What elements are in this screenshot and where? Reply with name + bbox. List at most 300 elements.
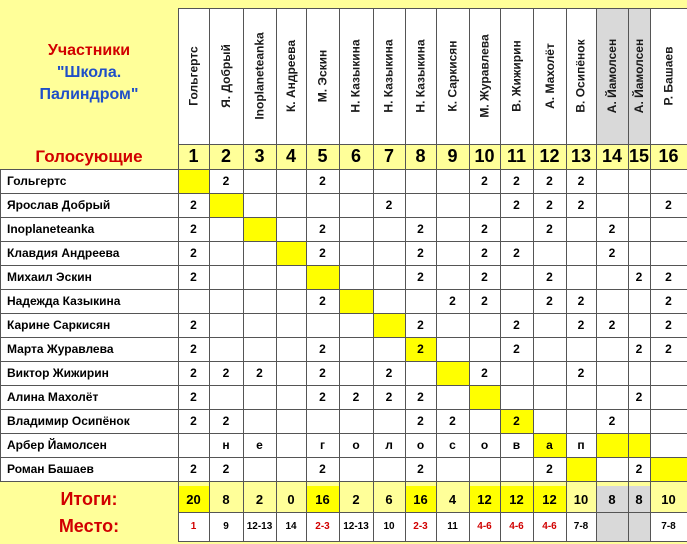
vote-cell	[373, 289, 405, 313]
vote-cell: 2	[405, 217, 436, 241]
place-cell: 11	[436, 512, 469, 541]
vote-cell	[405, 289, 436, 313]
vote-cell	[596, 337, 628, 361]
grid-line-vertical	[373, 8, 374, 541]
vote-cell	[178, 289, 209, 313]
vote-cell	[436, 217, 469, 241]
vote-cell: 2	[405, 337, 436, 361]
grid-line-horizontal	[178, 433, 687, 434]
vote-cell	[306, 193, 339, 217]
vote-cell: 2	[650, 313, 687, 337]
column-header-3	[243, 8, 276, 144]
column-number: 3	[254, 146, 265, 166]
vote-cell: 2	[178, 193, 209, 217]
vote-cell: н	[209, 433, 243, 457]
vote-cell: 2	[628, 385, 650, 409]
vote-cell: е	[243, 433, 276, 457]
column-number: 13	[570, 146, 592, 166]
column-header-name: К. Андреева	[284, 39, 298, 113]
vote-cell: 2	[405, 313, 436, 337]
vote-cell: 2	[500, 241, 533, 265]
grid-line-horizontal	[178, 481, 687, 482]
place-cell: 7-8	[650, 512, 687, 541]
vote-cell: 2	[405, 385, 436, 409]
vote-cell: 2	[533, 193, 566, 217]
grid-line-vertical	[276, 8, 277, 541]
column-number: 6	[350, 146, 361, 166]
vote-cell: 2	[533, 265, 566, 289]
vote-cell: 2	[469, 289, 500, 313]
vote-cell: 2	[178, 409, 209, 433]
column-header-name: Гольгертс	[186, 46, 201, 106]
vote-cell: 2	[596, 313, 628, 337]
vote-cell: 2	[533, 457, 566, 481]
column-number: 8	[415, 146, 426, 166]
column-header-name: Н. Казыкина	[349, 39, 363, 113]
vote-cell	[650, 241, 687, 265]
vote-cell: 2	[500, 409, 533, 433]
vote-cell: 2	[373, 193, 405, 217]
total-cell: 12	[500, 486, 533, 512]
column-header-7	[373, 8, 405, 144]
vote-cell	[209, 193, 243, 217]
vote-cell: 2	[566, 361, 596, 385]
vote-cell	[339, 265, 373, 289]
vote-cell: 2	[628, 265, 650, 289]
vote-cell	[405, 193, 436, 217]
column-header-name: А. Йамолсен	[632, 38, 647, 114]
voter-name: Роман Башаев	[0, 457, 178, 481]
grid-line-horizontal	[0, 193, 178, 194]
vote-cell	[533, 313, 566, 337]
vote-cell	[469, 337, 500, 361]
vote-cell: а	[533, 433, 566, 457]
vote-cell	[596, 433, 628, 457]
column-header-1	[178, 8, 209, 144]
vote-cell	[339, 361, 373, 385]
grid-line-vertical	[436, 8, 437, 541]
vote-cell	[650, 217, 687, 241]
grid-line-horizontal	[178, 8, 687, 9]
grid-line-horizontal	[0, 265, 178, 266]
grid-line-horizontal	[0, 457, 178, 458]
vote-cell	[276, 217, 306, 241]
vote-cell	[209, 241, 243, 265]
vote-cell	[650, 361, 687, 385]
vote-cell: 2	[500, 193, 533, 217]
column-header-4	[276, 8, 306, 144]
grid-line-vertical	[566, 8, 567, 541]
vote-cell: 2	[596, 217, 628, 241]
voter-name: Марта Журавлева	[0, 337, 178, 361]
vote-cell: 2	[500, 313, 533, 337]
grid-line-vertical	[243, 8, 244, 541]
vote-cell: 2	[469, 169, 500, 193]
vote-cell	[500, 457, 533, 481]
vote-cell	[566, 457, 596, 481]
grid-line-vertical	[596, 8, 597, 541]
vote-cell: 2	[306, 217, 339, 241]
total-cell: 12	[469, 486, 500, 512]
vote-cell	[628, 169, 650, 193]
grid-line-vertical	[469, 8, 470, 541]
grid-line-horizontal	[178, 265, 687, 266]
grid-line-horizontal	[0, 433, 178, 434]
vote-cell	[243, 193, 276, 217]
vote-cell	[405, 361, 436, 385]
column-header-name: Р. Башаев	[661, 46, 676, 106]
column-header-6	[339, 8, 373, 144]
vote-cell: 2	[209, 361, 243, 385]
grid-line-horizontal	[0, 409, 178, 410]
place-cell: 9	[209, 512, 243, 541]
vote-cell: п	[566, 433, 596, 457]
grid-line-horizontal	[0, 481, 178, 482]
grid-line-vertical	[533, 8, 534, 541]
vote-cell	[209, 337, 243, 361]
grid-line-horizontal	[0, 169, 178, 170]
vote-cell: 2	[650, 193, 687, 217]
voter-name: Гольгертс	[0, 169, 178, 193]
place-cell: 10	[373, 512, 405, 541]
place-cell: 12-13	[243, 512, 276, 541]
vote-cell	[436, 457, 469, 481]
grid-line-horizontal	[178, 512, 687, 513]
total-cell: 8	[222, 491, 230, 507]
vote-cell	[628, 361, 650, 385]
vote-cell: 2	[566, 169, 596, 193]
vote-cell: о	[405, 433, 436, 457]
vote-cell	[373, 337, 405, 361]
place-cell: 1	[178, 512, 209, 541]
total-cell: 2	[352, 491, 360, 507]
voter-name: Клавдия Андреева	[0, 241, 178, 265]
vote-cell	[650, 457, 687, 481]
column-number: 16	[658, 146, 679, 166]
grid-line-horizontal	[178, 457, 687, 458]
vote-cell	[276, 193, 306, 217]
vote-cell	[533, 337, 566, 361]
vote-cell	[500, 265, 533, 289]
vote-cell	[436, 385, 469, 409]
grid-line-vertical	[209, 8, 210, 541]
column-header-8	[405, 8, 436, 144]
grid-line-horizontal	[178, 409, 687, 410]
total-cell: 10	[573, 491, 589, 507]
vote-cell	[276, 337, 306, 361]
title-line-2: "Школа.	[56, 64, 122, 81]
grid-line-horizontal	[178, 313, 687, 314]
vote-cell	[469, 409, 500, 433]
column-number: 14	[601, 146, 623, 166]
total-cell: 6	[385, 491, 393, 507]
total-cell: 0	[287, 491, 295, 507]
column-header-name: Н. Казыкина	[382, 39, 396, 113]
grid-line-horizontal	[0, 337, 178, 338]
vote-cell	[628, 313, 650, 337]
vote-cell	[243, 457, 276, 481]
vote-cell: 2	[178, 361, 209, 385]
vote-cell: 2	[533, 169, 566, 193]
vote-cell	[533, 241, 566, 265]
grid-line-vertical	[339, 8, 340, 541]
vote-cell	[436, 193, 469, 217]
vote-cell	[339, 193, 373, 217]
vote-cell: 2	[628, 337, 650, 361]
vote-cell: 2	[243, 361, 276, 385]
vote-cell	[243, 289, 276, 313]
place-cell: 4-6	[500, 512, 533, 541]
vote-cell: 2	[306, 337, 339, 361]
vote-cell	[243, 241, 276, 265]
vote-cell: 2	[469, 241, 500, 265]
grid-line-horizontal	[0, 385, 178, 386]
vote-cell	[339, 409, 373, 433]
vote-cell	[596, 193, 628, 217]
place-cell: 2-3	[306, 512, 339, 541]
vote-cell: о	[339, 433, 373, 457]
vote-cell: 2	[306, 289, 339, 313]
grid-line-horizontal	[178, 241, 687, 242]
grid-line-horizontal	[178, 144, 687, 145]
voter-name: Виктор Жижирин	[0, 361, 178, 385]
vote-cell: 2	[566, 193, 596, 217]
column-header-name: Н. Казыкина	[413, 39, 428, 113]
vote-cell: 2	[566, 289, 596, 313]
vote-cell: 2	[178, 241, 209, 265]
vote-cell	[596, 385, 628, 409]
vote-cell: 2	[373, 385, 405, 409]
vote-cell	[405, 169, 436, 193]
column-header-12	[533, 8, 566, 144]
voter-name: Ярослав Добрый	[0, 193, 178, 217]
vote-cell	[276, 433, 306, 457]
voter-name: Арбер Йамолсен	[0, 433, 178, 457]
vote-cell	[628, 289, 650, 313]
vote-cell: 2	[306, 385, 339, 409]
grid-line-vertical	[500, 8, 501, 541]
vote-cell	[596, 361, 628, 385]
vote-cell	[500, 217, 533, 241]
place-cell: 4-6	[469, 512, 500, 541]
vote-cell	[566, 385, 596, 409]
grid-line-horizontal	[178, 289, 687, 290]
vote-cell	[276, 169, 306, 193]
column-number: 12	[539, 146, 560, 166]
vote-cell	[628, 409, 650, 433]
vote-cell	[243, 217, 276, 241]
vote-cell: 2	[500, 169, 533, 193]
vote-cell: 2	[209, 169, 243, 193]
vote-cell: 2	[650, 265, 687, 289]
grid-line-horizontal	[0, 313, 178, 314]
vote-cell	[276, 457, 306, 481]
vote-cell: 2	[373, 361, 405, 385]
column-number: 5	[317, 146, 328, 166]
vote-cell: 2	[209, 409, 243, 433]
grid-line-horizontal	[178, 361, 687, 362]
title-line-3: Палиндром"	[39, 86, 139, 103]
vote-cell: 2	[469, 361, 500, 385]
vote-cell: 2	[650, 337, 687, 361]
vote-cell	[178, 433, 209, 457]
vote-cell: 2	[405, 241, 436, 265]
vote-cell	[276, 385, 306, 409]
vote-cell	[243, 169, 276, 193]
column-header-name: М. Эскин	[315, 49, 330, 103]
grid-line-vertical	[405, 8, 406, 541]
column-header-5	[306, 8, 339, 144]
column-number: 1	[188, 146, 199, 166]
vote-cell: л	[373, 433, 405, 457]
vote-cell: 2	[533, 217, 566, 241]
place-cell: 7-8	[566, 512, 596, 541]
vote-cell	[306, 409, 339, 433]
vote-cell: 2	[405, 265, 436, 289]
table-title	[0, 8, 178, 138]
column-header-14	[596, 8, 628, 144]
total-cell: 16	[306, 486, 339, 512]
vote-cell	[650, 433, 687, 457]
vote-cell	[436, 337, 469, 361]
vote-cell	[339, 313, 373, 337]
vote-cell	[566, 337, 596, 361]
total-cell: 4	[448, 491, 457, 507]
vote-cell	[436, 169, 469, 193]
place-cell	[628, 512, 650, 541]
vote-cell: 2	[596, 241, 628, 265]
column-header-name: В. Жижирин	[509, 40, 524, 112]
vote-cell	[628, 433, 650, 457]
vote-cell: 2	[339, 385, 373, 409]
vote-cell	[243, 409, 276, 433]
column-number: 4	[285, 146, 296, 166]
vote-cell: 2	[436, 409, 469, 433]
vote-cell	[436, 313, 469, 337]
grid-line-horizontal	[178, 337, 687, 338]
vote-cell	[533, 409, 566, 433]
grid-line-horizontal	[0, 361, 178, 362]
place-cell: 14	[276, 512, 306, 541]
vote-cell	[469, 457, 500, 481]
total-cell: 10	[661, 491, 676, 507]
vote-cell: г	[306, 433, 339, 457]
vote-cell	[596, 169, 628, 193]
vote-cell	[243, 337, 276, 361]
vote-cell: 2	[628, 457, 650, 481]
grid-line-horizontal	[178, 193, 687, 194]
vote-cell	[243, 265, 276, 289]
vote-cell	[209, 265, 243, 289]
vote-cell: 2	[533, 289, 566, 313]
vote-cell	[276, 313, 306, 337]
column-header-name: М. Журавлева	[477, 34, 492, 118]
grid-line-horizontal	[178, 169, 687, 170]
vote-cell	[209, 217, 243, 241]
vote-cell	[306, 265, 339, 289]
vote-cell	[566, 265, 596, 289]
vote-cell	[373, 313, 405, 337]
total-cell: 20	[178, 486, 209, 512]
column-header-name: А. Махолёт	[542, 43, 557, 109]
vote-cell: 2	[178, 313, 209, 337]
vote-cell	[628, 241, 650, 265]
vote-cell: 2	[306, 457, 339, 481]
vote-cell: 2	[405, 409, 436, 433]
vote-cell	[500, 361, 533, 385]
column-number: 11	[506, 146, 527, 166]
vote-cell: 2	[566, 313, 596, 337]
grid-line-horizontal	[0, 217, 178, 218]
column-header-name: А. Йамолсен	[605, 38, 620, 114]
vote-cell	[373, 217, 405, 241]
column-number: 10	[474, 146, 495, 166]
column-header-13	[566, 8, 596, 144]
vote-cell	[566, 217, 596, 241]
column-number: 7	[383, 146, 394, 166]
vote-cell: 2	[178, 217, 209, 241]
vote-cell	[339, 457, 373, 481]
voters-label: Голосующие	[35, 146, 143, 166]
voter-name: Владимир Осипёнок	[0, 409, 178, 433]
vote-cell	[243, 313, 276, 337]
vote-cell	[339, 337, 373, 361]
totals-label: Итоги:	[60, 488, 118, 509]
vote-cell: в	[500, 433, 533, 457]
vote-cell	[533, 385, 566, 409]
column-header-11	[500, 8, 533, 144]
place-cell: 12-13	[339, 512, 373, 541]
vote-cell	[436, 265, 469, 289]
vote-cell	[436, 241, 469, 265]
column-header-16	[650, 8, 687, 144]
total-cell: 8	[628, 486, 650, 512]
column-number: 2	[220, 146, 231, 166]
column-header-name: К. Саркисян	[445, 40, 460, 112]
vote-cell: 2	[650, 289, 687, 313]
vote-cell	[628, 217, 650, 241]
column-header-name: Я. Добрый	[219, 44, 233, 108]
vote-cell	[469, 313, 500, 337]
vote-cell	[596, 265, 628, 289]
vote-cell	[500, 385, 533, 409]
place-cell: 2-3	[405, 512, 436, 541]
vote-cell	[436, 361, 469, 385]
vote-cell	[339, 169, 373, 193]
vote-cell	[178, 169, 209, 193]
vote-cell: 2	[469, 265, 500, 289]
total-cell: 8	[596, 486, 628, 512]
vote-cell	[339, 241, 373, 265]
vote-cell	[243, 385, 276, 409]
vote-cell: 2	[178, 385, 209, 409]
column-header-15	[628, 8, 650, 144]
vote-cell: 2	[306, 361, 339, 385]
place-cell	[596, 512, 628, 541]
vote-cell	[209, 289, 243, 313]
title-line-1: Участники	[47, 42, 131, 59]
total-cell: 16	[405, 486, 436, 512]
vote-cell	[276, 289, 306, 313]
grid-line-vertical	[628, 8, 629, 541]
column-header-name: В. Осипёнок	[574, 39, 589, 113]
grid-line-vertical	[0, 169, 1, 481]
vote-cell: 2	[209, 457, 243, 481]
grid-line-vertical	[178, 8, 179, 541]
voter-name: Алина Махолёт	[0, 385, 178, 409]
vote-cell	[650, 169, 687, 193]
vote-cell	[566, 241, 596, 265]
